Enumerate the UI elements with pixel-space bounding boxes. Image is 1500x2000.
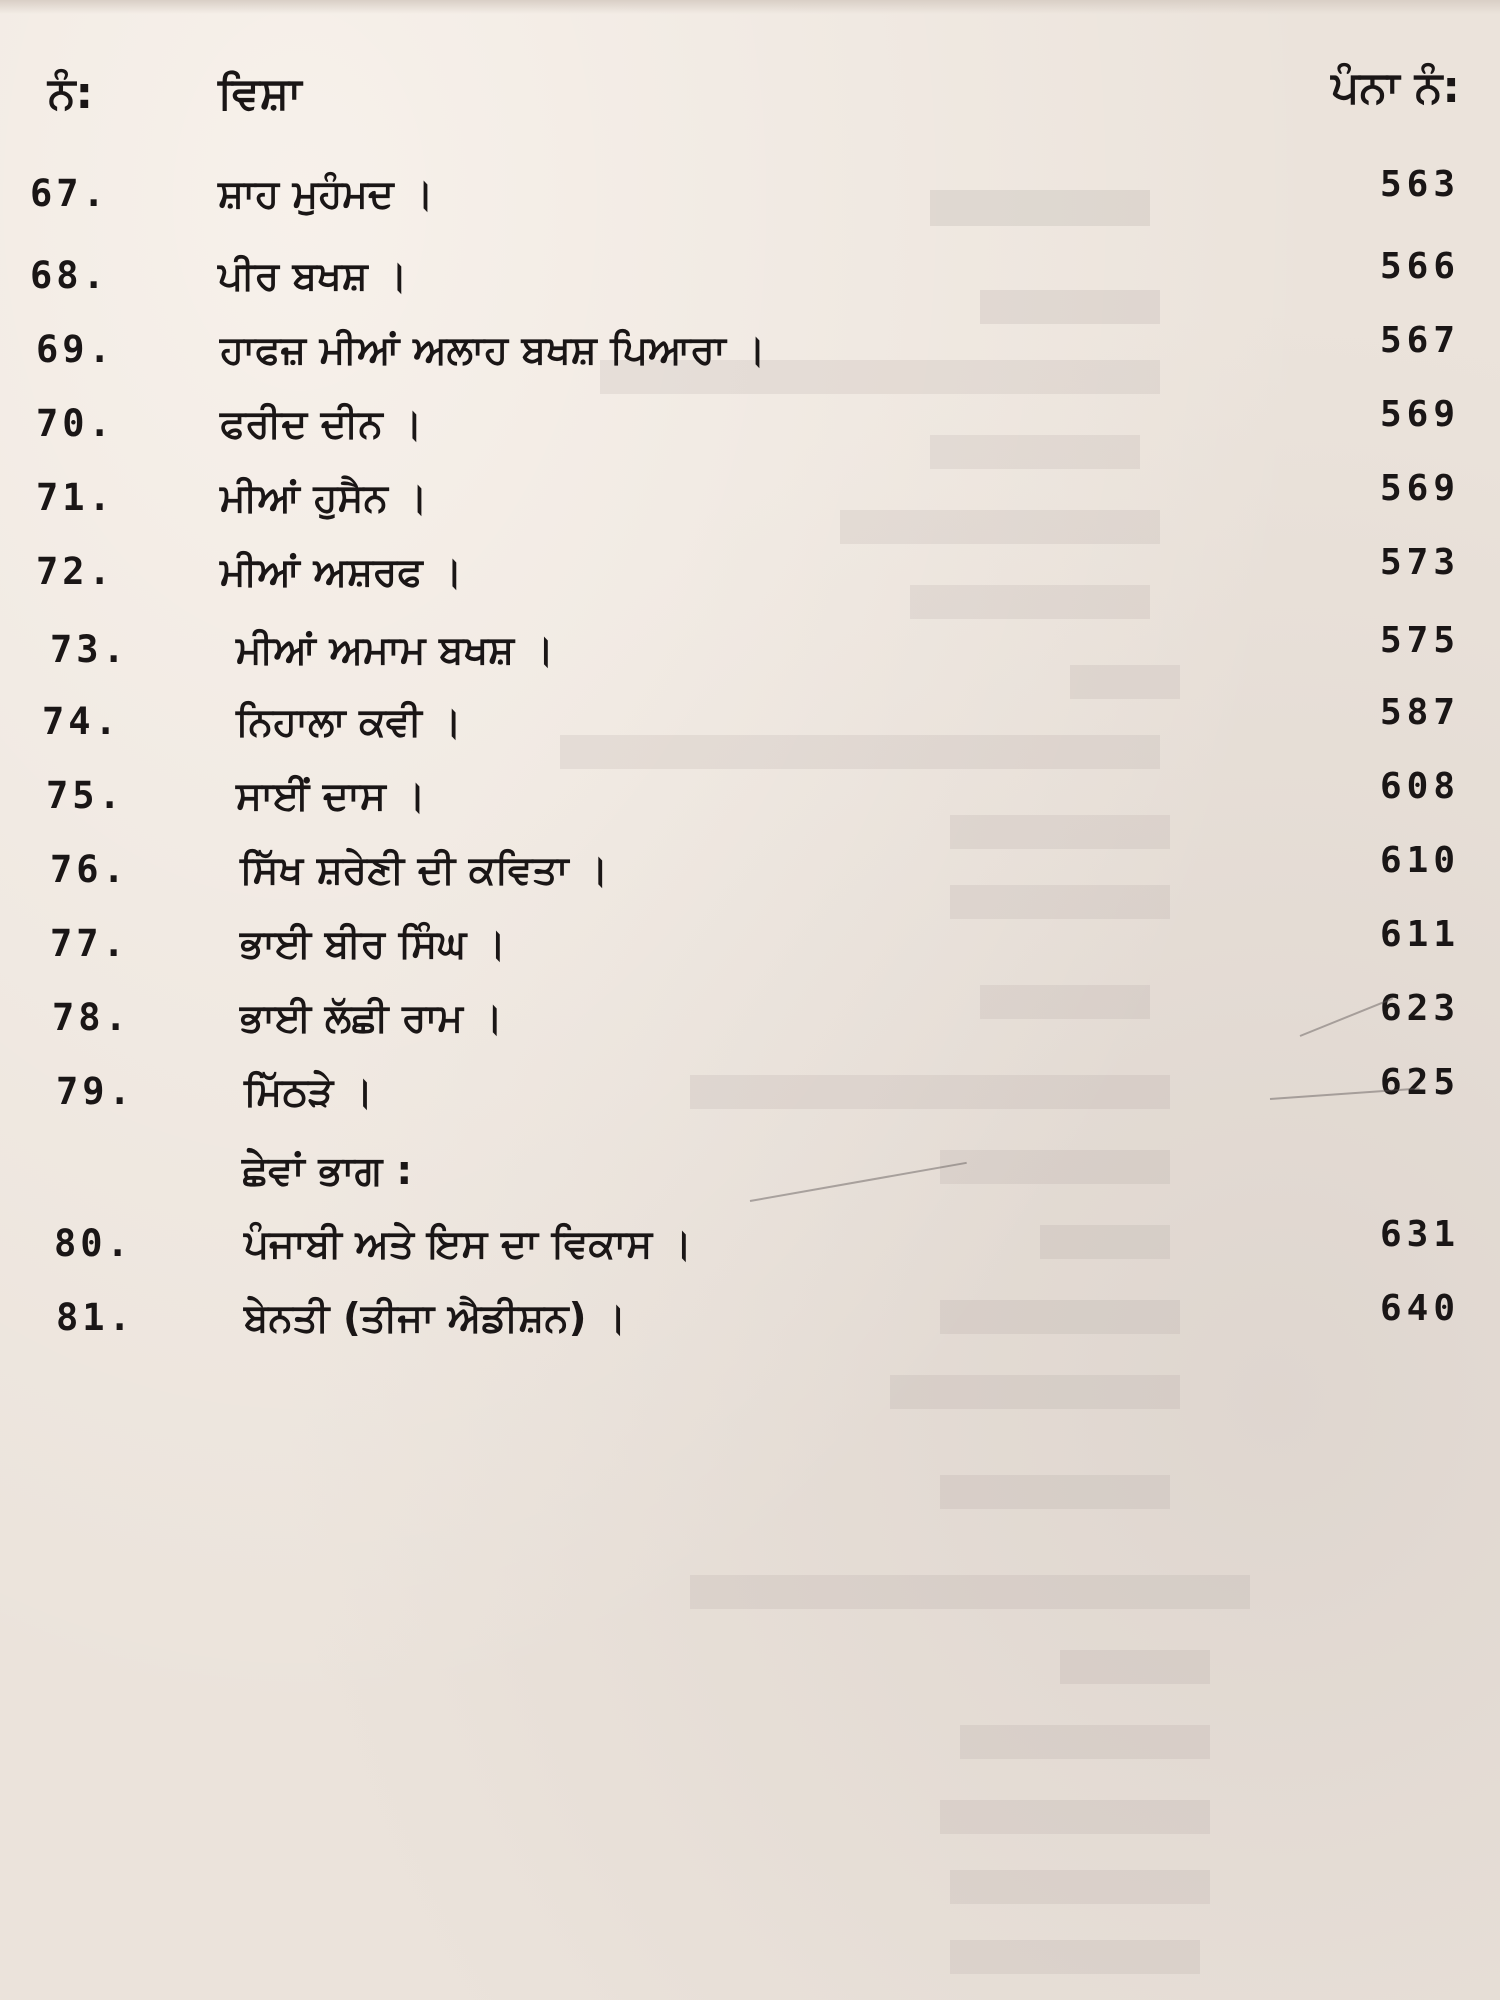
entry-number: 68. xyxy=(30,254,109,297)
toc-entry xyxy=(0,394,1500,462)
entry-number: 75. xyxy=(46,774,125,817)
entry-number: 78. xyxy=(52,996,131,1039)
entry-number: 73. xyxy=(50,628,129,671)
entry-number: 72. xyxy=(36,550,115,593)
entry-page: 625 xyxy=(1379,1062,1460,1103)
entry-page: 569 xyxy=(1379,468,1460,509)
toc-entry xyxy=(0,1288,1500,1356)
entry-number: 67. xyxy=(30,172,109,215)
entry-page: 587 xyxy=(1379,692,1460,733)
entry-title: ਸਿੱਖ ਸ਼ਰੇਣੀ ਦੀ ਕਵਿਤਾ । xyxy=(240,848,609,893)
entry-title: ਪੀਰ ਬਖਸ਼ । xyxy=(218,254,408,299)
entry-title: ਫਰੀਦ ਦੀਨ । xyxy=(220,402,423,447)
entry-title: ਮੀਆਂ ਹੁਸੈਨ । xyxy=(220,476,428,521)
entry-number: 76. xyxy=(50,848,129,891)
entry-title: ਭਾਈ ਲੱਛੀ ਰਾਮ । xyxy=(240,996,503,1041)
entry-page: 563 xyxy=(1379,164,1460,205)
entry-page: 566 xyxy=(1379,246,1460,287)
toc-entry xyxy=(0,1214,1500,1282)
toc-entry xyxy=(0,840,1500,908)
entry-title: ਪੰਜਾਬੀ ਅਤੇ ਇਸ ਦਾ ਵਿਕਾਸ । xyxy=(244,1222,693,1267)
show-through-line xyxy=(950,1870,1210,1904)
entry-page: 610 xyxy=(1379,840,1460,881)
column-header-page: ਪੰਨਾ ਨੰ: xyxy=(1331,62,1460,113)
show-through-line xyxy=(960,1725,1210,1759)
entry-page: 623 xyxy=(1379,988,1460,1029)
toc-entry xyxy=(0,988,1500,1056)
entry-title: ਸਾਈਂ ਦਾਸ । xyxy=(236,774,426,819)
entry-page: 573 xyxy=(1379,542,1460,583)
show-through-line xyxy=(890,1375,1180,1409)
entry-page: 575 xyxy=(1379,620,1460,661)
toc-entry xyxy=(0,766,1500,834)
entry-title: ਹਾਫਜ਼ ਮੀਆਂ ਅਲਾਹ ਬਖਸ਼ ਪਿਆਰਾ । xyxy=(220,328,766,373)
column-header-subject: ਵਿਸ਼ਾ xyxy=(218,68,302,119)
toc-entry xyxy=(0,542,1500,610)
entry-title: ਨਿਹਾਲਾ ਕਵੀ । xyxy=(236,700,462,745)
entry-number: 79. xyxy=(56,1070,135,1113)
toc-entry xyxy=(0,246,1500,314)
entry-title: ਸ਼ਾਹ ਮੁਹੰਮਦ । xyxy=(218,172,434,217)
show-through-line xyxy=(1060,1650,1210,1684)
entry-title: ਭਾਈ ਬੀਰ ਸਿੰਘ । xyxy=(240,922,507,967)
entry-page: 611 xyxy=(1379,914,1460,955)
show-through-line xyxy=(940,1150,1170,1184)
entry-title: ਬੇਨਤੀ (ਤੀਜਾ ਐਡੀਸ਼ਨ) । xyxy=(244,1296,627,1341)
toc-entry xyxy=(0,164,1500,232)
entry-number: 70. xyxy=(36,402,115,445)
pencil-mark xyxy=(750,1162,967,1202)
entry-page: 640 xyxy=(1379,1288,1460,1329)
show-through-line xyxy=(940,1475,1170,1509)
toc-entry xyxy=(0,692,1500,760)
entry-number: 71. xyxy=(36,476,115,519)
entry-title: ਮਿੱਠੜੇ । xyxy=(244,1070,374,1115)
entry-page: 631 xyxy=(1379,1214,1460,1255)
toc-entry xyxy=(0,468,1500,536)
entry-page: 569 xyxy=(1379,394,1460,435)
entry-title: ਮੀਆਂ ਅਮਾਮ ਬਖਸ਼ । xyxy=(236,628,555,673)
toc-entry xyxy=(0,320,1500,388)
entry-number: 74. xyxy=(42,700,121,743)
toc-entry xyxy=(0,1062,1500,1130)
entry-number: 81. xyxy=(56,1296,135,1339)
entry-title: ਮੀਆਂ ਅਸ਼ਰਫ । xyxy=(220,550,463,595)
toc-entry xyxy=(0,620,1500,688)
column-header-number: ਨੰ: xyxy=(48,68,94,119)
entry-number: 80. xyxy=(54,1222,133,1265)
entry-number: 69. xyxy=(36,328,115,371)
entry-page: 608 xyxy=(1379,766,1460,807)
show-through-line xyxy=(940,1800,1210,1834)
entry-page: 567 xyxy=(1379,320,1460,361)
entry-number: 77. xyxy=(50,922,129,965)
section-heading: ਛੇਵਾਂ ਭਾਗ : xyxy=(242,1148,413,1194)
show-through-line xyxy=(690,1575,1250,1609)
page-top-edge xyxy=(0,0,1500,14)
toc-entry xyxy=(0,914,1500,982)
show-through-line xyxy=(950,1940,1200,1974)
